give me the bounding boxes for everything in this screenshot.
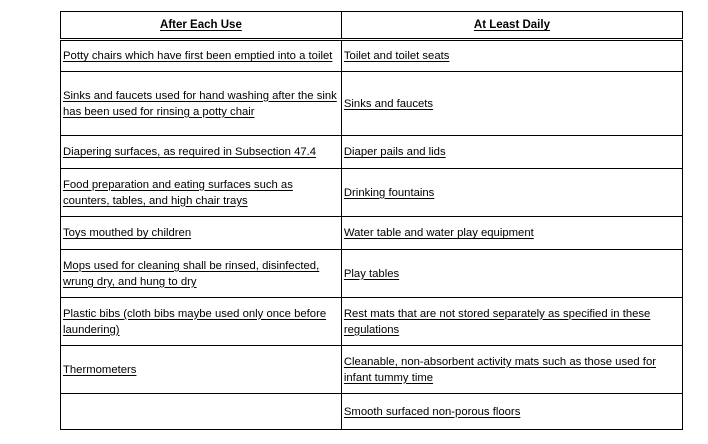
- at-least-daily-cell: Cleanable, non-absorbent activity mats such as those used for infant tummy time: [341, 346, 682, 394]
- table-row: [61, 250, 683, 298]
- header-at-least-daily: At Least Daily: [341, 12, 682, 40]
- table-row: [61, 136, 683, 169]
- table-row: [61, 169, 683, 217]
- table-row: [61, 40, 683, 72]
- at-least-daily-cell: Drinking fountains: [341, 169, 682, 217]
- table-row: [61, 217, 683, 250]
- at-least-daily-cell: Play tables: [341, 250, 682, 298]
- at-least-daily-cell: Water table and water play equipment: [341, 217, 682, 250]
- table-row: [61, 298, 683, 346]
- after-each-use-cell: Toys mouthed by children: [61, 217, 342, 250]
- cleaning-schedule-table: [60, 11, 683, 430]
- at-least-daily-cell: Diaper pails and lids: [341, 136, 682, 169]
- after-each-use-cell: Plastic bibs (cloth bibs maybe used only once before laundering): [61, 298, 342, 346]
- after-each-use-cell: Mops used for cleaning shall be rinsed, disinfected, wrung dry, and hung to dry: [61, 250, 342, 298]
- after-each-use-cell: Sinks and faucets used for hand washing after the sink has been used for rinsing a potty chair: [61, 72, 342, 136]
- at-least-daily-cell: Toilet and toilet seats: [341, 40, 682, 72]
- at-least-daily-cell: Rest mats that are not stored separately as specified in these regulations: [341, 298, 682, 346]
- header-row: [61, 12, 683, 40]
- after-each-use-cell: [61, 394, 342, 430]
- header-after-each-use: After Each Use: [61, 12, 342, 40]
- after-each-use-cell: Diapering surfaces, as required in Subsection 47.4: [61, 136, 342, 169]
- table-row: [61, 346, 683, 394]
- after-each-use-cell: Potty chairs which have first been emptied into a toilet: [61, 40, 342, 72]
- after-each-use-cell: Thermometers: [61, 346, 342, 394]
- at-least-daily-cell: Sinks and faucets: [341, 72, 682, 136]
- table-row: [61, 72, 683, 136]
- at-least-daily-cell: Smooth surfaced non-porous floors: [341, 394, 682, 430]
- table-row: [61, 394, 683, 430]
- after-each-use-cell: Food preparation and eating surfaces such as counters, tables, and high chair trays: [61, 169, 342, 217]
